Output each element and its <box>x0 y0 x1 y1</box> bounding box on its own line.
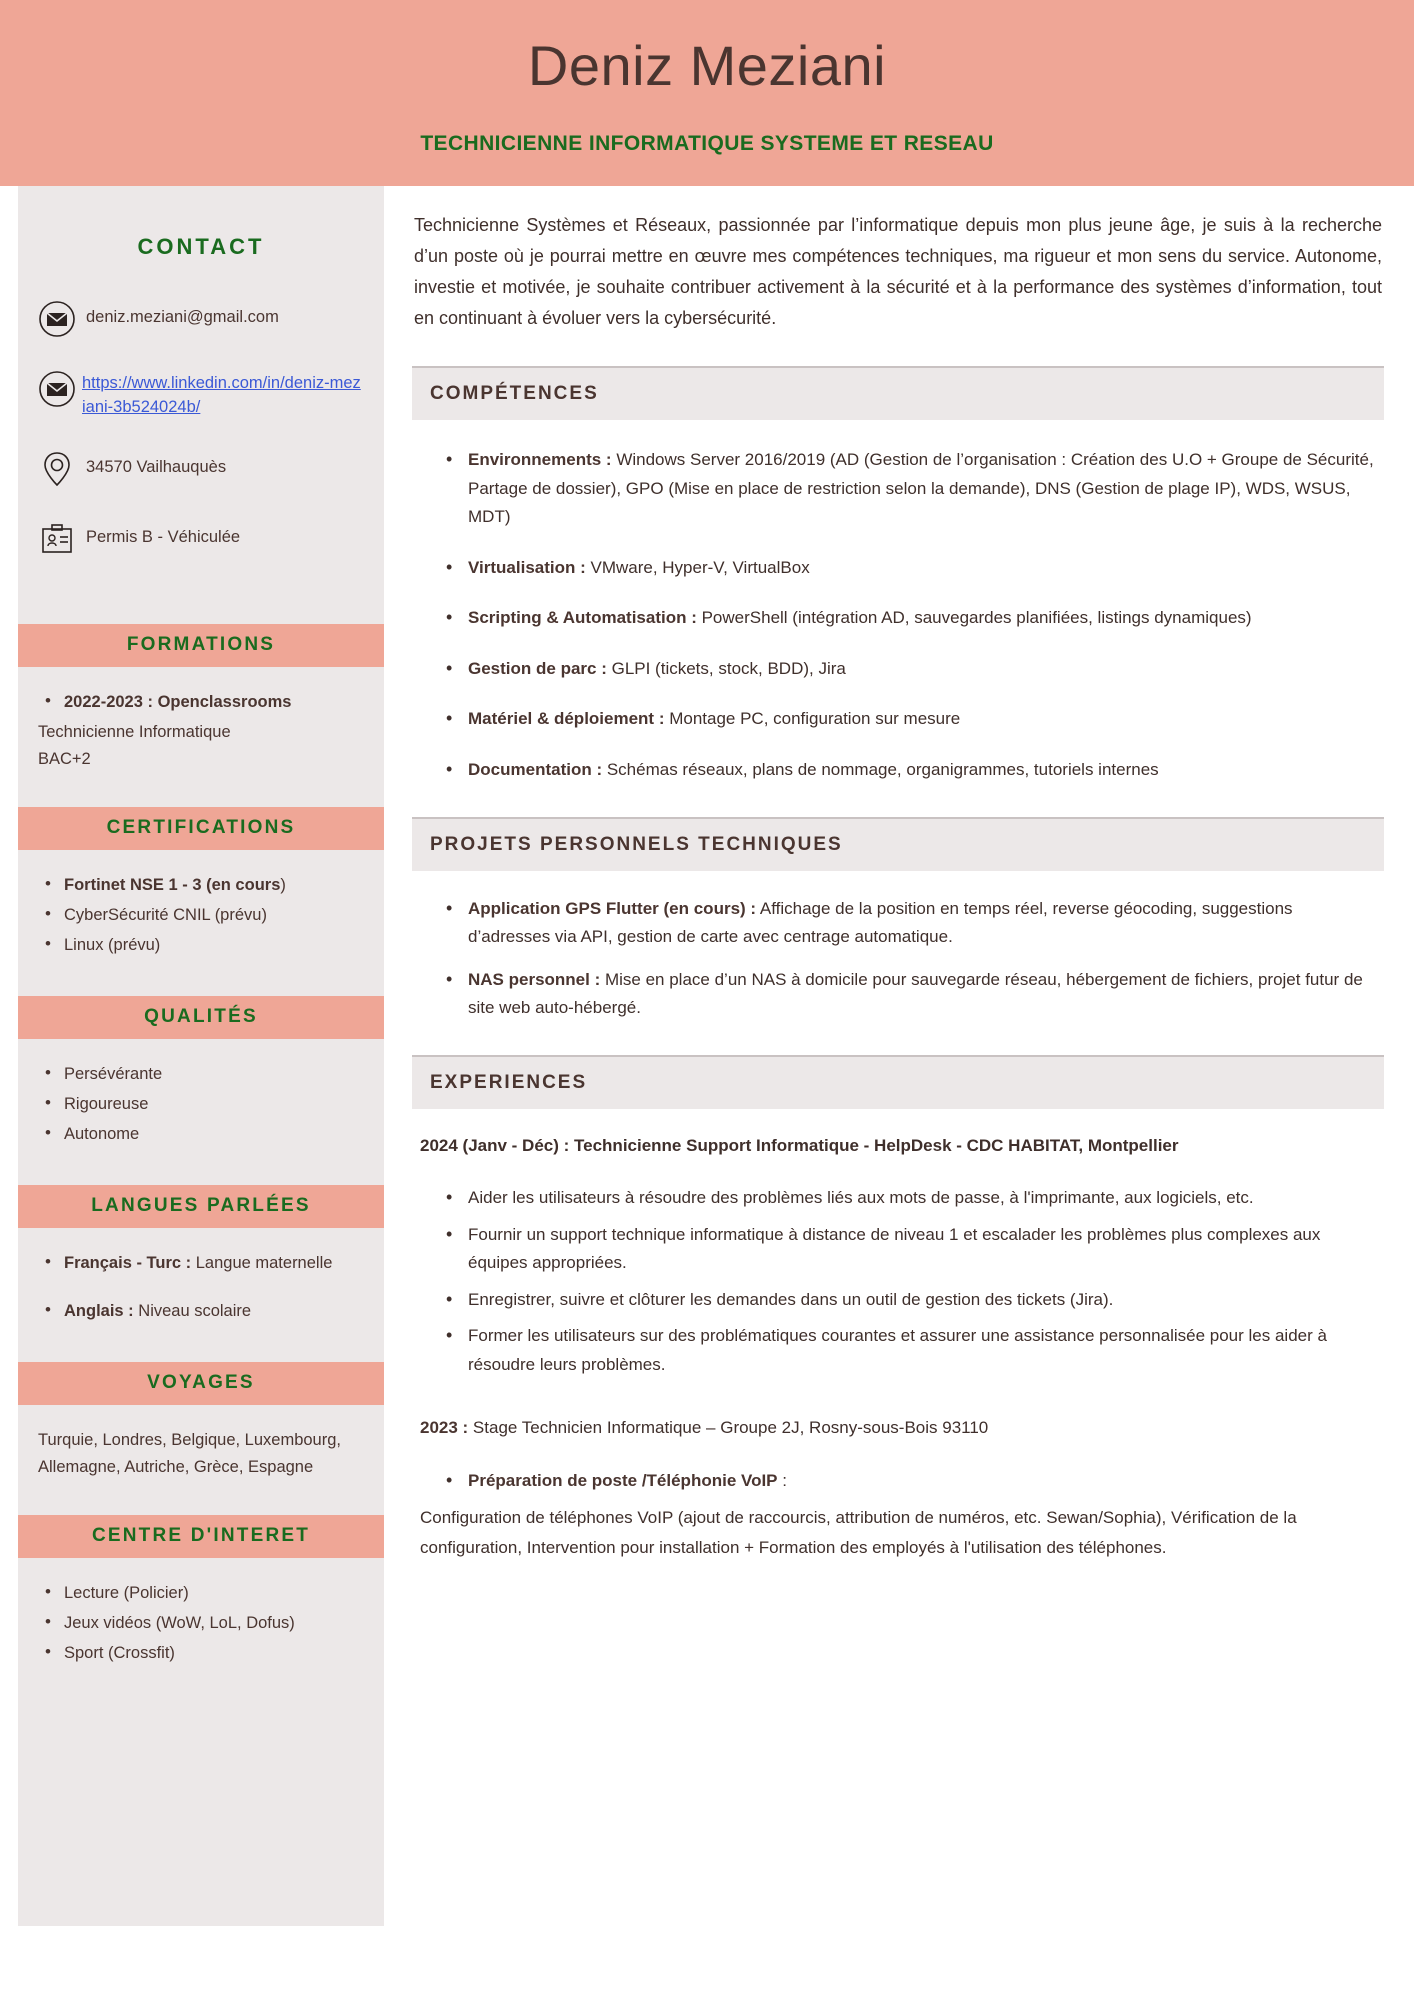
proj-1-bold: NAS personnel : <box>468 969 601 989</box>
contact-email[interactable]: deniz.meziani@gmail.com <box>86 308 279 327</box>
formations-list <box>38 689 366 715</box>
contact-location: 34570 Vailhauquès <box>86 458 227 477</box>
competences-list <box>412 420 1384 784</box>
cert-0-rest: ) <box>280 875 286 894</box>
formation-item-bold: 2022-2023 : Openclassrooms <box>64 693 292 712</box>
langue-0-bold: Français - Turc : <box>64 1254 192 1273</box>
list-item <box>38 902 366 928</box>
comp-3-rest: GLPI (tickets, stock, BDD), Jira <box>606 658 846 678</box>
sidebar <box>18 186 384 1926</box>
formations-block <box>18 667 384 781</box>
langues-list <box>38 1250 366 1324</box>
comp-1-bold: Virtualisation : <box>468 557 586 577</box>
list-item <box>444 1467 1376 1496</box>
formation-line3: BAC+2 <box>38 750 91 769</box>
list-item: • Enregistrer, suivre et clôturer les demandes dans un outil de gestion des tickets (Jira). <box>444 1286 1376 1315</box>
list-item <box>444 604 1376 633</box>
comp-5-rest: Schémas réseaux, plans de nommage, organigrammes, tutoriels internes <box>602 760 1159 780</box>
section-header-competences <box>412 366 1384 420</box>
id-card-icon <box>36 518 78 560</box>
contact-license: Permis B - Véhiculée <box>86 528 241 547</box>
list-item: • Former les utilisateurs sur des problématiques courantes et assurer une assistance personnalisée pour les aider à résoudre leurs problèmes. <box>444 1322 1376 1379</box>
interets-list <box>38 1580 366 1666</box>
list-item: • Jeux vidéos (WoW, LoL, Dofus) <box>38 1610 366 1636</box>
comp-1-rest: VMware, Hyper-V, VirtualBox <box>585 557 810 577</box>
job2-bullet-rest: : <box>777 1470 787 1490</box>
cert-2-rest: Linux (prévu) <box>64 935 161 954</box>
comp-2-rest: PowerShell (intégration AD, sauvegardes planifiées, listings dynamiques) <box>696 608 1252 628</box>
projets-list <box>412 871 1384 1023</box>
contact-linkedin-link[interactable]: https://www.linkedin.com/in/deniz-meziani-3b524024b/ <box>82 374 361 417</box>
contact-row-license <box>36 518 364 560</box>
sidebar-heading-voyages: VOYAGES <box>18 1362 384 1405</box>
intro-paragraph: Technicienne Systèmes et Réseaux, passionnée par l’informatique depuis mon plus jeune âge, je suis à la recherche d’un poste où je pourrai mettre en œuvre mes compétences techniques, ma rigueur et mon sens du service. Autonome, investie et motivée, je souhaite contribuer activement à la sécurité et à la performance des systèmes d’information, tout en continuant à évoluer vers la cybersécurité. <box>414 215 1382 329</box>
sidebar-heading-formations: FORMATIONS <box>18 624 384 667</box>
cert-0-bold: Fortinet NSE 1 - 3 (en cours <box>64 875 281 894</box>
cv-header <box>0 0 1414 186</box>
list-item <box>38 689 366 715</box>
voyages-block <box>18 1405 384 1488</box>
comp-5-bold: Documentation : <box>468 760 603 780</box>
proj-0-rest: Affichage de la position en temps réel, reverse géocoding, suggestions d’adresses via API, gestion de carte avec centrage automatique. <box>468 898 1293 947</box>
job2-bullets <box>412 1441 1384 1496</box>
comp-2-bold: Scripting & Automatisation : <box>468 608 697 628</box>
certifications-block <box>18 850 384 970</box>
page-title: Deniz Meziani <box>527 34 887 97</box>
list-item <box>444 966 1376 1023</box>
interets-block <box>18 1558 384 1678</box>
job2-bullet-bold: Préparation de poste /Téléphonie VoIP <box>468 1470 778 1490</box>
job2-rest: Stage Technicien Informatique – Groupe 2J, Rosny-sous-Bois 93110 <box>468 1417 989 1437</box>
comp-4-rest: Montage PC, configuration sur mesure <box>664 709 961 729</box>
list-item <box>38 932 366 958</box>
comp-0-bold: Environnements : <box>468 450 612 470</box>
proj-1-rest: Mise en place d’un NAS à domicile pour sauvegarde réseau, hébergement de fichiers, projet futur de site web auto-hébergé. <box>468 969 1363 1018</box>
contact-row-linkedin <box>36 368 364 420</box>
cv-body <box>0 186 1414 1926</box>
cert-1-rest: CyberSécurité CNIL (prévu) <box>64 905 267 924</box>
list-item: • Autonome <box>38 1121 366 1147</box>
qualites-block <box>18 1039 384 1159</box>
list-item: • Aider les utilisateurs à résoudre des problèmes liés aux mots de passe, à l'imprimante, aux logiciels, etc. <box>444 1184 1376 1213</box>
sidebar-heading-certifications: CERTIFICATIONS <box>18 807 384 850</box>
comp-3-bold: Gestion de parc : <box>468 658 607 678</box>
formation-line2: Technicienne Informatique <box>38 723 231 742</box>
list-item: • Fournir un support technique informatique à distance de niveau 1 et escalader les problèmes plus complexes aux équipes appropriées. <box>444 1221 1376 1278</box>
list-item <box>444 554 1376 583</box>
list-item <box>444 705 1376 734</box>
job2-title <box>412 1388 1384 1441</box>
contact-row-email <box>36 298 364 340</box>
list-item <box>38 1250 366 1276</box>
qualites-list <box>38 1061 366 1147</box>
certifications-list <box>38 872 366 958</box>
list-item <box>38 872 366 898</box>
langue-1-rest: Niveau scolaire <box>133 1302 252 1321</box>
job2-paragraph: Configuration de téléphones VoIP (ajout de raccourcis, attribution de numéros, etc. Sewan/Sophia), Vérification de la configuration, Intervention pour installation + Formation des employés à l'utilisation des téléphones. <box>420 1508 1297 1557</box>
list-item <box>38 1298 366 1324</box>
contact-list <box>18 260 384 598</box>
experiences-heading: EXPERIENCES <box>430 1071 588 1093</box>
job1-bullets <box>412 1158 1384 1379</box>
list-item: • Rigoureuse <box>38 1091 366 1117</box>
projets-heading: PROJETS PERSONNELS TECHNIQUES <box>430 833 843 855</box>
sidebar-heading-langues: LANGUES PARLÉES <box>18 1185 384 1228</box>
section-header-projets <box>412 817 1384 871</box>
list-item <box>444 446 1376 532</box>
header-job-title: TECHNICIENNE INFORMATIQUE SYSTEME ET RESEAU <box>420 132 994 156</box>
list-item <box>444 756 1376 785</box>
comp-4-bold: Matériel & déploiement : <box>468 709 665 729</box>
envelope-icon <box>36 368 78 410</box>
main-content <box>384 186 1414 1601</box>
section-header-experiences <box>412 1055 1384 1109</box>
job2-year: 2023 : <box>420 1417 469 1437</box>
langues-block <box>18 1228 384 1336</box>
langue-0-rest: Langue maternelle <box>191 1254 333 1273</box>
list-item <box>444 655 1376 684</box>
langue-1-bold: Anglais : <box>64 1302 134 1321</box>
voyages-text: Turquie, Londres, Belgique, Luxembourg, Allemagne, Autriche, Grèce, Espagne <box>38 1431 341 1476</box>
list-item <box>444 895 1376 952</box>
job1-title: 2024 (Janv - Déc) : Technicienne Support Informatique - HelpDesk - CDC HABITAT, Montpellier <box>420 1135 1179 1155</box>
contact-row-location <box>36 448 364 490</box>
competences-heading: COMPÉTENCES <box>430 383 599 405</box>
list-item: • Sport (Crossfit) <box>38 1640 366 1666</box>
comp-0-rest: Windows Server 2016/2019 (AD (Gestion de l’organisation : Création des U.O + Groupe de Sécurité, Partage de dossier), GPO (Mise en place de restriction selon la demande), DNS (Gestion de plage IP), WDS, WSUS, MDT) <box>468 450 1374 527</box>
map-pin-icon <box>36 448 78 490</box>
sidebar-heading-qualites: QUALITÉS <box>18 996 384 1039</box>
proj-0-bold: Application GPS Flutter (en cours) : <box>468 898 757 918</box>
list-item: • Lecture (Policier) <box>38 1580 366 1606</box>
list-item: • Persévérante <box>38 1061 366 1087</box>
sidebar-heading-contact: CONTACT <box>137 234 265 260</box>
sidebar-heading-interets: CENTRE D'INTERET <box>18 1515 384 1558</box>
envelope-icon <box>36 298 78 340</box>
